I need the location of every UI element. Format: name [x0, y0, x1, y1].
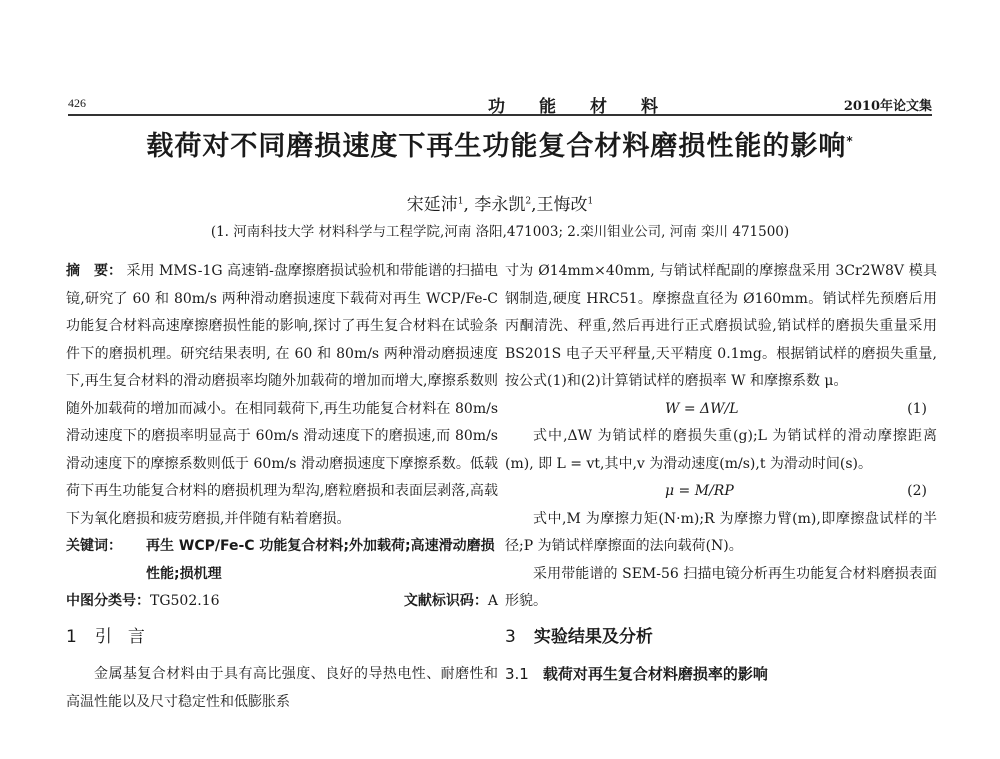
intro-paragraph: 金属基复合材料由于具有高比强度、良好的导热电性、耐磨性和高温性能以及尺寸稳定性和低膨胀系: [66, 666, 498, 710]
keywords-label: 关键词：: [66, 538, 122, 554]
doc-code-label: 文献标识码：: [403, 593, 488, 609]
issue-label: 2010年论文集: [843, 99, 932, 114]
journal-name: 功能材料: [488, 97, 692, 117]
subsection-title: 载荷对再生复合材料磨损率的影响: [542, 665, 768, 683]
author: 王悔改: [536, 195, 588, 215]
affil-mark: 2: [525, 196, 532, 207]
affil-mark: 1: [457, 196, 464, 207]
subsection-heading-3-1: [505, 661, 937, 689]
affiliations: (1. 河南科技大学 材料科学与工程学院,河南 洛阳,471003; 2.栾川钼业公司, 河南 栾川 471500): [210, 224, 790, 240]
method-paragraph: 寸为 Ø14mm×40mm, 与销试样配副的摩擦盘采用 3Cr2W8V 模具钢制造,硬度 HRC51。摩擦盘直径为 Ø160mm。销试样先预磨后用丙酮清洗、秤重,然后再进行正式磨损试验,销试样的磨损失重量采用 BS201S 电子天平秤量,天平精度 0.1mg。根据销试样的磨损失重量,按公式(1)和(2)计算销试样的磨损率 W 和摩擦系数 μ。: [505, 263, 937, 389]
page-number: 426: [68, 96, 86, 110]
section-title: 引言: [94, 626, 161, 647]
affil-mark: 1: [587, 196, 594, 207]
keywords-text: 再生 WCP/Fe-C 功能复合材料;外加载荷;高速滑动磨损性能;损机理: [146, 538, 495, 582]
eq2-explanation: 式中,M 为摩擦力矩(N·m);R 为摩擦力臂(m),即摩擦盘试样的半径;P 为销试样摩擦面的法向载荷(N)。: [505, 510, 937, 554]
author: 宋延沛: [406, 195, 458, 215]
section-number: 1: [66, 626, 77, 647]
equation-number: (1): [907, 400, 927, 417]
abstract: [66, 258, 498, 533]
equation-text: W = ΔW/L: [665, 400, 739, 417]
section-number: 3: [505, 626, 516, 647]
running-head: [68, 92, 932, 116]
equation-1: [505, 396, 937, 424]
section-heading-results: [505, 624, 937, 652]
article-title: [0, 124, 1000, 163]
equation-2: [505, 478, 937, 506]
author: 李永凯: [474, 195, 526, 215]
title-footnote-mark: *: [846, 134, 854, 148]
right-column: [505, 258, 937, 689]
eq1-explanation: 式中,ΔW 为销试样的磨损失重(g);L 为销试样的滑动摩擦距离(m), 即 L = vt,其中,v 为滑动速度(m/s),t 为滑动时间(s)。: [505, 428, 937, 472]
title-text: 载荷对不同磨损速度下再生功能复合材料磨损性能的影响: [146, 131, 847, 162]
author-list: 宋延沛$^1$, 李永凯$^2$,王悔改$^1$: [406, 195, 594, 215]
left-column: [66, 258, 498, 716]
clc-value: TG502.16: [150, 593, 220, 609]
equation-number: (2): [907, 483, 927, 499]
equation-text: μ = M/RP: [665, 483, 734, 499]
section-title: 实验结果及分析: [533, 626, 653, 647]
abstract-text: 采用 MMS-1G 高速销-盘摩擦磨损试验机和带能谱的扫描电镜,研究了 60 和 80m/s 两种滑动磨损速度下载荷对再生 WCP/Fe-C 功能复合材料高速摩擦磨损性能的影响,探讨了再生复合材料在试验条件下的磨损机理。研究结果表明, 在 60 和 80m/s 两种滑动磨损速度下,再生复合材料的滑动磨损率均随外加载荷的增加而增大,摩擦系数则随外加载荷的增加而减小。在相同载荷下,再生功能复合材料在 80m/s 滑动速度下的磨损率明显高于 60m/s 滑动速度下的磨损速,而 80m/s 滑动速度下的摩擦系数则低于 60m/s 滑动磨损速度下摩擦系数。低载荷下再生功能复合材料的磨损机理为犁沟,磨粒磨损和表面层剥落,高载下为氧化磨损和疲劳磨损,并伴随有粘着磨损。: [66, 263, 498, 527]
clc-label: 中图分类号：: [66, 593, 150, 609]
section-heading-intro: [66, 624, 498, 652]
sem-paragraph: 采用带能谱的 SEM-56 扫描电镜分析再生功能复合材料磨损表面形貌。: [505, 565, 937, 609]
subsection-number: 3.1: [505, 665, 529, 683]
classification-row: [66, 588, 498, 616]
keywords: [66, 533, 498, 588]
abstract-label: 摘 要：: [66, 263, 123, 279]
doc-code-value: A: [487, 593, 498, 609]
